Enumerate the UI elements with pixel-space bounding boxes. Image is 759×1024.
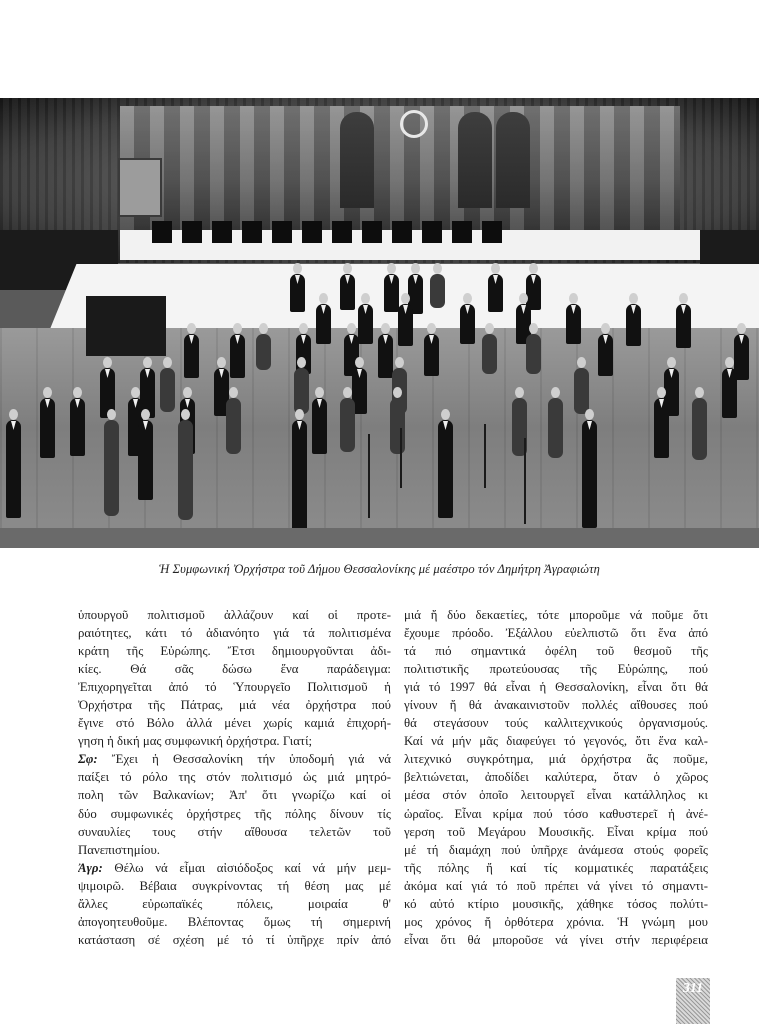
musician (566, 304, 581, 344)
line-text: κράτη τῆς Εὐρώπης. Ἔτσι δημιουργοῦνται ἀδι- (78, 644, 391, 659)
text-line (404, 606, 708, 624)
line-text: θά στεγάσουν τούς καλλιτεχνικούς ὀργανισμούς. (404, 716, 708, 731)
musician (598, 334, 613, 376)
musician (312, 398, 327, 454)
text-line (78, 895, 391, 913)
music-stand (400, 428, 402, 488)
text-line (78, 750, 391, 768)
speaker-label: Σφ: (78, 752, 98, 767)
music-stand (368, 434, 370, 518)
musician (340, 274, 355, 310)
line-text: Ὀρχήστρα τῆς Πάτρας, μιά νέα ὀρχήστρα πού (78, 698, 391, 713)
text-line (78, 805, 391, 823)
musician (294, 368, 309, 414)
mural-panel (118, 158, 162, 217)
musician (548, 398, 563, 458)
line-text: μιά ἤ δύο δεκαετίες, τότε μποροῦμε νά ποῦμε ὅτι (404, 608, 708, 622)
line-text: τῆς πόλης ἤ καί τίς κομματικές παρατάξεις (404, 860, 708, 875)
musician (526, 334, 541, 374)
empty-chairs (152, 221, 512, 243)
text-line (404, 768, 708, 786)
line-text: κατάσταση σέ σχέση μέ τό τί ὑπῆρχε πρίν ἀπό (78, 932, 391, 947)
line-text: Ἔχει ἡ Θεσσαλονίκη τήν ὑποδομή γιά νά (111, 752, 391, 767)
line-text: ραιότητες, κάτι τό ἀδιανόητο γιά τά πολιτισμένα (78, 626, 391, 641)
text-line (404, 859, 708, 877)
line-text: γερση τοῦ Μεγάρου Μουσικῆς. Εἶναι κρίμα πού (404, 824, 708, 839)
musician (70, 398, 85, 456)
text-line (404, 786, 708, 804)
musician (290, 274, 305, 312)
text-line (78, 624, 391, 642)
musician (292, 420, 307, 530)
musician (178, 420, 193, 520)
musician (384, 274, 399, 312)
line-text: τά πιό σημαντικά ὀφέλη τοῦ θεσμοῦ τῆς (404, 644, 708, 659)
musician (340, 398, 355, 452)
text-line (78, 877, 391, 895)
line-text: ὑπουργοῦ πολιτισμοῦ ἀλλάζουν καί οἱ προτε- (78, 608, 391, 622)
photo-caption: Ἡ Συμφωνική Ὀρχήστρα τοῦ Δήμου Θεσσαλονίκης μέ μαέστρο τόν Δημήτρη Ἀγραφιώτη (159, 562, 600, 576)
line-text: Θέλω νά εἶμαι αἰσιόδοξος καί νά μήν μεμ- (114, 860, 391, 875)
text-line (78, 768, 391, 786)
text-column-left (78, 606, 391, 949)
musician (390, 398, 405, 454)
line-text: συναυλίες τους στήν αἴθουσα τελετῶν τοῦ (78, 824, 391, 839)
musician (398, 304, 413, 346)
musician (488, 274, 503, 312)
text-line (78, 859, 391, 877)
musician (40, 398, 55, 458)
line-text: ἀκόμα καί γιά τό ποῦ πρέπει νά γίνει τό σημαντι- (404, 878, 708, 893)
text-line (404, 732, 708, 750)
line-text: μέσα στόν ὁποῖο λειτουργεῖ εἶναι κατάλληλος κι (404, 788, 708, 803)
line-text: πολη τῶν Βαλκανίων; Ἀπ' ὅτι γνωρίζω καί οἱ (78, 788, 391, 803)
text-line (78, 642, 391, 660)
text-line (78, 660, 391, 678)
text-line (404, 877, 708, 895)
line-text: ἄλλες εὐρωπαϊκές πόλεις, μοιραία θ' (78, 896, 391, 911)
musician (256, 334, 271, 370)
mural-arch (340, 112, 374, 208)
line-text: κό αὐτό κτίριο μουσικῆς, χάθηκε τόσος πολύτι- (404, 896, 708, 911)
orchestra-photo (0, 98, 759, 548)
text-line (404, 913, 708, 931)
page-number: 311 (676, 978, 710, 1024)
musician (626, 304, 641, 346)
line-text: δύο συμφωνικές ὀρχήστρες τῆς πόλης δίνουν τίς (78, 806, 391, 821)
musician (378, 334, 393, 378)
line-text: ὡραῖος. Εἶναι κρίμα πού τόσο καθυστερεῖ ἡ ἀνέ- (404, 806, 708, 821)
musician (138, 420, 153, 500)
line-text: παίξει τό ρόλο της στόν πολιτισμό ὡς μιά μητρό- (78, 770, 391, 785)
text-line (78, 606, 391, 624)
text-line (404, 678, 708, 696)
text-line (404, 624, 708, 642)
musician (654, 398, 669, 458)
musician (316, 304, 331, 344)
musician (574, 368, 589, 414)
line-text: ψιμοιρῶ. Βέβαια συγκρίνοντας τή θέση μας μέ (78, 878, 391, 893)
line-text: γιά τό 1997 θά εἶναι ἡ Θεσσαλονίκη, εἶναι ὅτι θά (404, 680, 708, 695)
line-text: Ἐπιχορηγεῖται ἀπό τό Ὑπουργεῖο Πολιτισμοῦ ἡ (78, 680, 391, 695)
text-line (78, 823, 391, 841)
text-line (404, 823, 708, 841)
line-text: ἔγινε στό Βόλο ἀλλά μένει χωρίς καμιά ἐπιχορή- (78, 716, 391, 731)
musician (722, 368, 737, 418)
line-text: ἔχουμε πρόοδο. Ἐξάλλου εὐελπιστῶ ὅτι ἕνα ἀπό (404, 626, 708, 641)
musician (460, 304, 475, 344)
line-text: Πανεπιστημίου. (78, 842, 160, 857)
text-line (404, 750, 708, 768)
musician (430, 274, 445, 308)
line-text: γηση ἡ δική μας συμφωνική ὀρχήστρα. Γιατί; (78, 734, 313, 749)
musician (482, 334, 497, 374)
line-text: μος χρόνος ἤ ὀρθότερα χρόνια. Ἡ γνώμη μου (404, 914, 708, 929)
speaker-label: Ἀγρ: (78, 860, 103, 875)
text-line (78, 696, 391, 714)
text-line (404, 714, 708, 732)
musician (184, 334, 199, 378)
line-text: βελτιώνεται, ἀποδίδει καλύτερα, ὅταν ὁ χῶρος (404, 770, 708, 785)
line-text: Καί νά μήν μᾶς διαφεύγει τό γεγονός, ὅτι ἕνα καλ- (404, 734, 708, 749)
mural-arch (458, 112, 492, 208)
music-stand (484, 424, 486, 488)
musician (160, 368, 175, 412)
line-text: πολιτιστικῆς πρωτεύουσας τῆς Εὐρώπης, πού (404, 662, 708, 677)
stage-podium (86, 296, 166, 356)
mural-medallion (400, 110, 428, 138)
stage-edge (0, 528, 759, 548)
text-line (404, 660, 708, 678)
line-text: ἀπογοητευθοῦμε. Βλέποντας ὅμως τή σημερινή (78, 914, 391, 929)
conductor (438, 420, 453, 518)
musician (582, 420, 597, 528)
text-line (404, 841, 708, 859)
mural-arch (496, 112, 530, 208)
text-line (78, 732, 391, 750)
musician (226, 398, 241, 454)
text-line (404, 931, 708, 949)
text-line (404, 642, 708, 660)
musician (6, 420, 21, 518)
line-text: μέ τή διαμάχη πού ὑπῆρχε ἀνάμεσα στούς φορεῖς (404, 842, 708, 857)
musician (692, 398, 707, 460)
line-text: κίες. Θά σᾶς δώσω ἕνα παράδειγμα: (78, 662, 391, 677)
text-line (78, 913, 391, 931)
text-line (404, 805, 708, 823)
text-line (404, 696, 708, 714)
text-column-right (404, 606, 708, 949)
musician (358, 304, 373, 344)
text-line (78, 786, 391, 804)
text-line (78, 678, 391, 696)
text-line (404, 895, 708, 913)
music-stand (524, 438, 526, 524)
text-line (78, 714, 391, 732)
musician (230, 334, 245, 378)
line-text: γίνουν ἤ θά ἀνακαινιστοῦν πολλές αἴθουσες πού (404, 698, 708, 713)
musician (104, 420, 119, 516)
musician (424, 334, 439, 376)
text-line (78, 931, 391, 949)
text-line (78, 841, 391, 859)
musician (676, 304, 691, 348)
line-text: εἶναι ὅτι θά μποροῦσε νά γίνει στήν περιφέρεια (404, 932, 708, 947)
line-text: λιτεχνικό συγκρότημα, μιά ὀρχήστρα ἄς ποῦμε, (404, 752, 708, 767)
